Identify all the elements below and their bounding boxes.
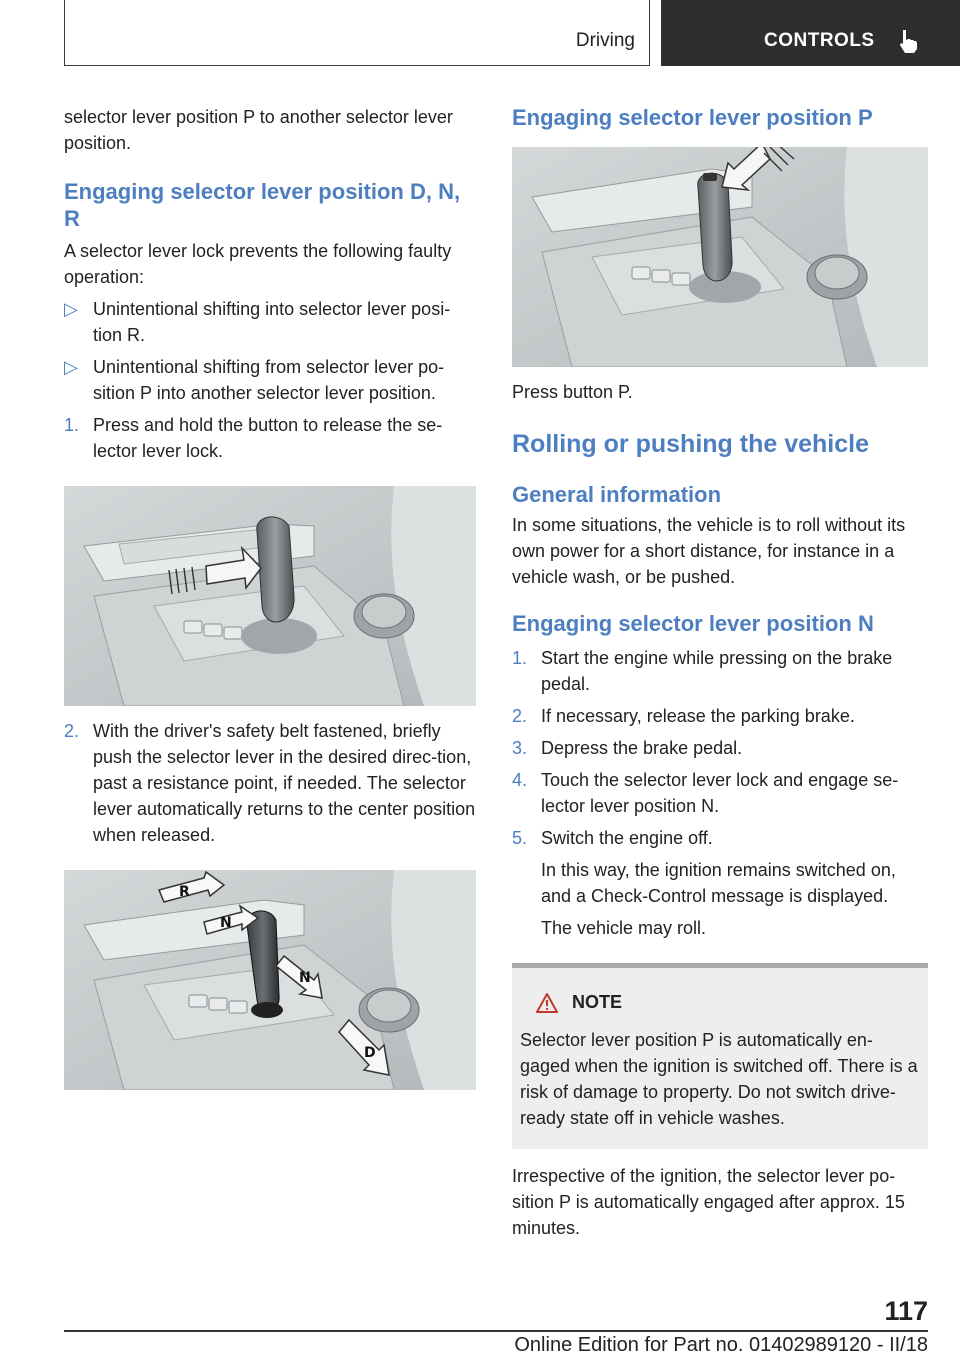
step-item [64,412,476,464]
note-text: Selector lever position P is automatically en‐gaged when the ignition is switched off. There is a risk of damage to property. Do not switch drive-ready state off in vehicle washes. [520,1030,918,1128]
header-chapter-box [64,0,650,66]
figure-button-p [512,147,928,367]
step5-roll-text: The vehicle may roll. [541,918,707,938]
step-number: 3. [512,738,528,758]
step-text: Press and hold the button to release the se‐lector lever lock. [93,415,443,461]
step-text: Switch the engine off. [541,828,713,848]
step-number: 4. [512,770,528,790]
bullet-item [64,296,476,348]
step-item [512,767,928,819]
closing-text: Irrespective of the ignition, the selector lever po‐sition P is automatically engaged after approx. 15 minutes. [512,1166,905,1238]
note-header [536,992,918,1013]
step5-extra-text: In this way, the ignition remains switched on, and a Check-Control message is displayed. [541,860,896,906]
header-chapter[interactable]: Driving [575,30,635,51]
left-column [64,104,476,1090]
page-number: 117 [884,1296,928,1326]
note-title: NOTE [572,992,623,1012]
right-column [512,104,928,1241]
step-item [512,703,928,729]
intro-text: selector lever position P to another selector lever position. [64,107,453,153]
bullet-text: Unintentional shifting from selector lever po‐sition P into another selector lever position. [93,357,445,403]
step-text: Start the engine while pressing on the brake pedal. [541,648,893,694]
step-text: With the driver's safety belt fastened, briefly push the selector lever in the desired direc‐tion, past a resistance point, if needed. The selector lever automatically returns to the center position when released. [93,721,476,845]
step-item [512,735,928,761]
heading-rolling: Rolling or pushing the vehicle [512,430,869,458]
step-number: 1. [64,415,80,435]
pointing-hand-icon [897,28,919,54]
header-section[interactable]: CONTROLS [764,30,875,51]
step-item [512,645,928,697]
direction-label-r: R [179,884,190,900]
step-number: 1. [512,648,528,668]
bullet-marker: ▷ [64,299,78,319]
heading-general-info: General information [512,482,722,507]
figure-lever-directions [64,870,476,1090]
step-number: 5. [512,828,528,848]
bullet-marker: ▷ [64,357,78,377]
step-number: 2. [512,706,528,726]
footer-rule [64,1330,928,1332]
step-text: Touch the selector lever lock and engage se‐lector lever position N. [541,770,899,816]
step-text: If necessary, release the parking brake. [541,706,855,726]
figure-lever-button [64,486,476,706]
header-section-box [661,0,960,66]
bullet-text: Unintentional shifting into selector lever posi‐tion R. [93,299,451,345]
step-text: Depress the brake pedal. [541,738,743,758]
lock-intro-text: A selector lever lock prevents the following faulty operation: [64,241,452,287]
warning-triangle-icon [536,993,558,1013]
bullet-item [64,354,476,406]
heading-engaging-n: Engaging selector lever position N [512,611,874,636]
note-box [512,963,928,1149]
direction-label-d: D [364,1045,376,1061]
direction-label-n-upper: N [220,915,232,931]
step-item [512,825,928,851]
press-p-text: Press button P. [512,382,633,402]
heading-engaging-p: Engaging selector lever position P [512,105,873,130]
direction-label-n-lower: N [299,970,311,986]
heading-engaging-dnr: Engaging selector lever position D, N, R [64,179,461,231]
general-info-text: In some situations, the vehicle is to roll without its own power for a short distance, for instance in a vehicle wash, or be pushed. [512,515,906,587]
footer-edition: Online Edition for Part no. 01402989120 - II/18 [514,1334,928,1356]
step-item [64,718,476,848]
step-number: 2. [64,721,80,741]
